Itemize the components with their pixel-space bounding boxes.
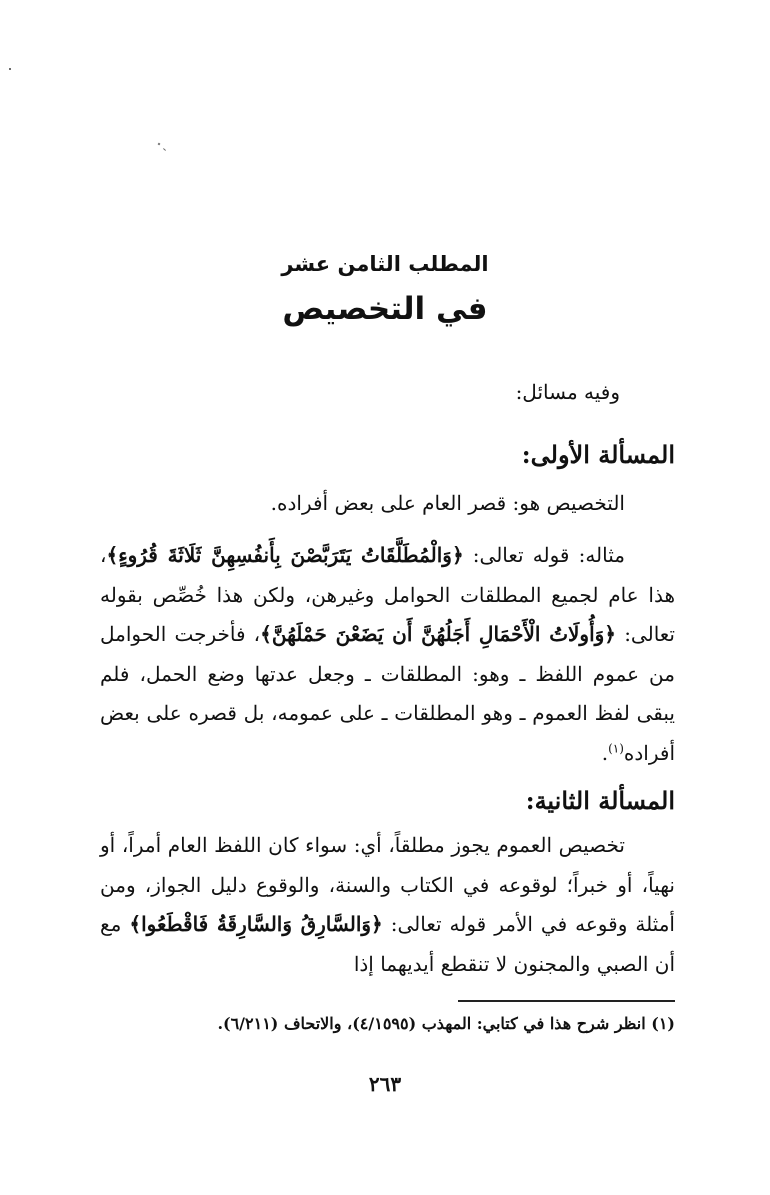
issue2-paragraph: [100, 826, 675, 984]
footnote-separator: [458, 1000, 675, 1002]
intro-text: وفيه مسائل:: [515, 380, 620, 404]
issue1-definition: التخصيص هو: قصر العام على بعض أفراده.: [270, 491, 625, 515]
scan-speck: [158, 143, 161, 146]
issue1-example-paragraph: [100, 536, 675, 773]
scan-speck: [163, 148, 166, 151]
page-number: ٢٦٣: [368, 1072, 402, 1096]
quran-verse-3: ﴿وَالسَّارِقُ وَالسَّارِقَةُ فَاقْطَعُوا﴾: [129, 912, 383, 936]
issue1-example-lead: مثاله: قوله تعالى:: [463, 543, 625, 567]
issue1-example-tail: ، فأخرجت الحوامل من عموم اللفظ ـ وهو: المطلقات ـ وجعل عدتها وضع الحمل، فلم يبقى لفظ العموم ـ وهو المطلقات ـ على عمومه، بل قصره على بعض أفراده: [100, 622, 675, 765]
quran-verse-2: ﴿وَأُولَاتُ الْأَحْمَالِ أَجَلُهُنَّ أَن يَضَعْنَ حَمْلَهُنَّ﴾: [260, 622, 617, 646]
issue2-lead: تخصيص العموم يجوز مطلقاً، أي: سواء كان اللفظ العام أمراً، أو نهياً، أو خبراً؛ لوقوعه في الكتاب والسنة، والوقوع دليل الجواز، ومن أمثلة وقوعه في الأمر قوله تعالى:: [100, 833, 675, 936]
footnote-marker: (١): [608, 740, 624, 755]
quran-verse-1: ﴿وَالْمُطَلَّقَاتُ يَتَرَبَّصْنَ بِأَنفُسِهِنَّ ثَلَاثَةَ قُرُوءٍ﴾: [106, 543, 464, 567]
issue2-tail: مع أن الصبي والمجنون لا تنقطع أيديهما إذا: [100, 912, 675, 976]
topic-title: في التخصيص: [282, 291, 488, 327]
footnote-text: (١) انظر شرح هذا في كتابي: المهذب (٤/١٥٩٥)، والاتحاف (٦/٢١١).: [217, 1014, 675, 1033]
scan-speck: [9, 68, 11, 70]
issue1-example-mid: ، هذا عام لجميع المطلقات الحوامل وغيرهن، ولكن هذا خُصِّص بقوله تعالى:: [100, 543, 676, 646]
section-title: المطلب الثامن عشر: [281, 252, 489, 276]
issue1-heading: المسألة الأولى:: [521, 440, 675, 469]
issue1-example-end: .: [601, 740, 609, 765]
issue2-heading: المسألة الثانية:: [525, 786, 675, 815]
